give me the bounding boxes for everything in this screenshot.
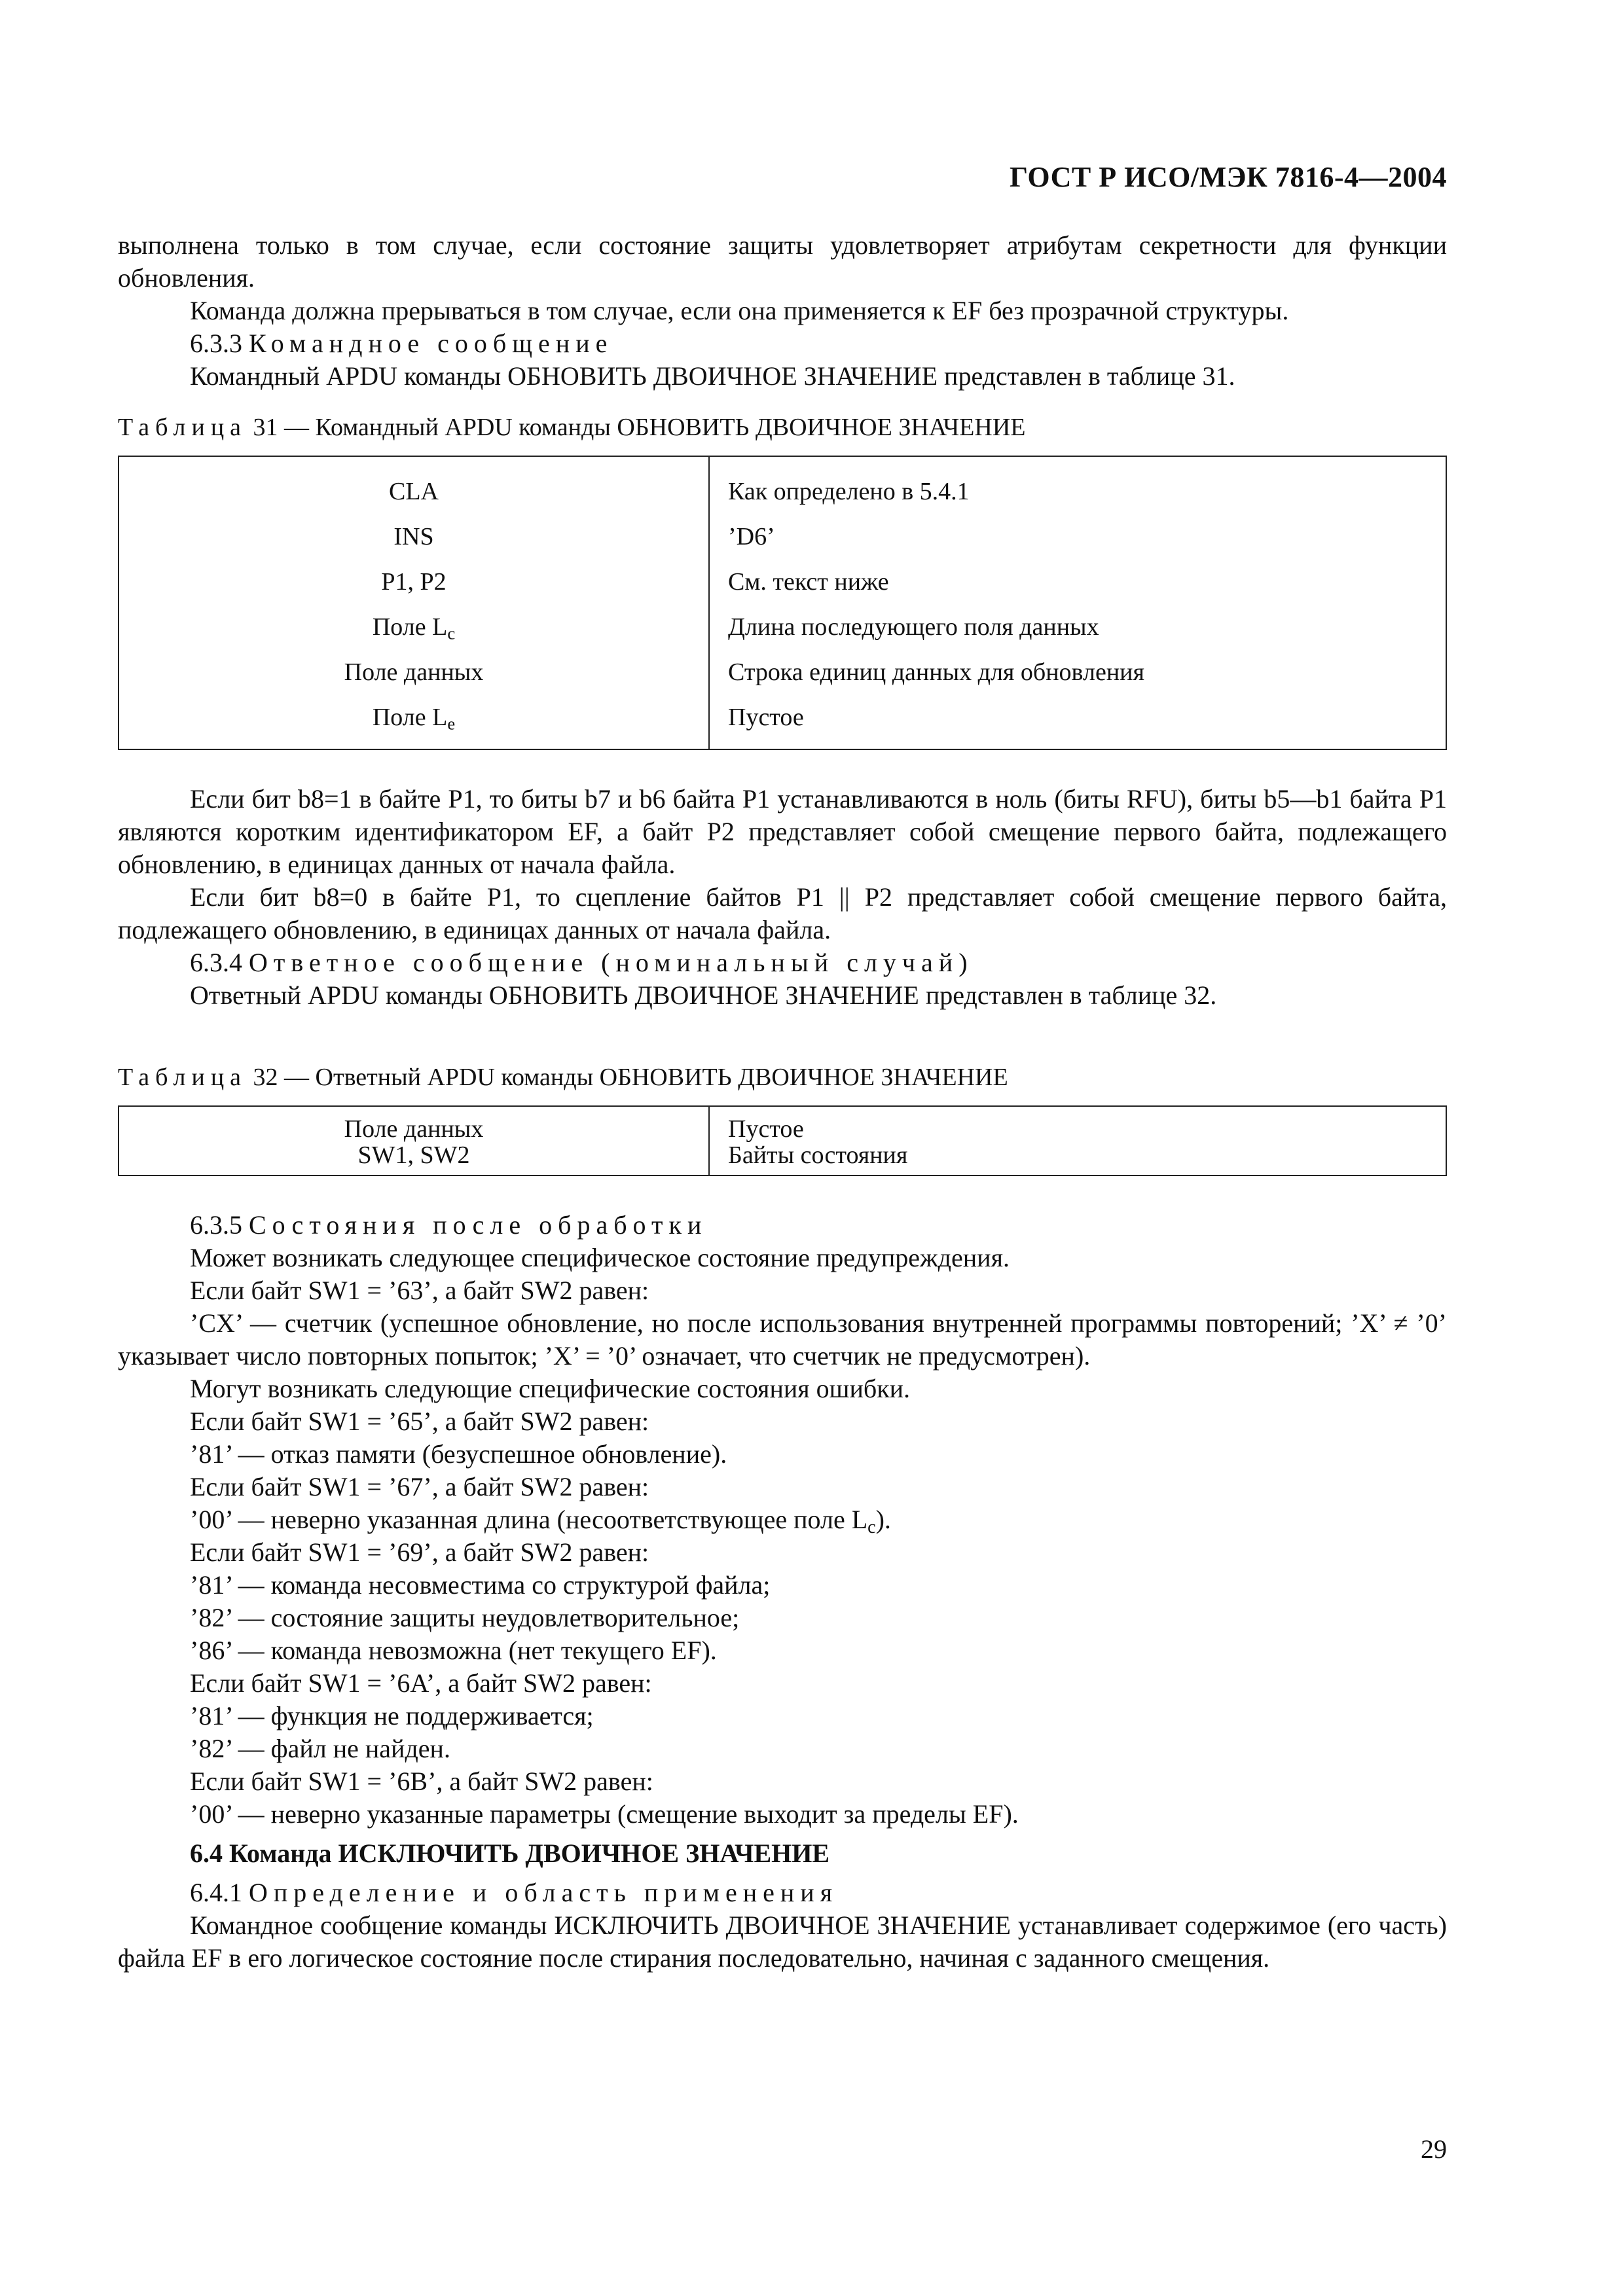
table-31	[118, 456, 1447, 750]
paragraph: выполнена только в том случае, если состояние защиты удовлетворяет атрибутам секретности для функции обновления.	[118, 230, 1447, 293]
table-cell-value: Длина последующего поля данных	[728, 613, 1099, 641]
table-32-caption: Таблица 32 — Ответный APDU команды ОБНОВИТЬ ДВОИЧНОЕ ЗНАЧЕНИЕ	[118, 1064, 1008, 1091]
table-cell-field: Поле $L_c$	[119, 604, 709, 649]
status-line: Если байт SW1 = ’6B’, а байт SW2 равен:	[190, 1767, 653, 1796]
table-row	[119, 604, 1446, 649]
table-cell-field: CLA	[119, 456, 709, 514]
paragraph: Командный APDU команды ОБНОВИТЬ ДВОИЧНОЕ ЗНАЧЕНИЕ представлен в таблице 31.	[190, 361, 1235, 391]
table-cell-field: Поле $L_e$	[119, 694, 709, 749]
status-line: Если байт SW1 = ’65’, а байт SW2 равен:	[190, 1407, 649, 1436]
table-cell-field: INS	[119, 514, 709, 559]
status-list	[118, 1405, 1447, 1831]
section-heading-6-4: 6.4 Команда ИСКЛЮЧИТЬ ДВОИЧНОЕ ЗНАЧЕНИЕ	[190, 1839, 830, 1868]
status-line: Если байт SW1 = ’69’, а байт SW2 равен:	[190, 1537, 649, 1567]
status-line: ’81’ — функция не поддерживается;	[190, 1701, 594, 1731]
status-line: ’00’ — неверно указанные параметры (смещение выходит за пределы EF).	[190, 1799, 1019, 1829]
status-line: ’86’ — команда невозможна (нет текущего EF).	[190, 1636, 717, 1665]
table-cell-value: Строка единиц данных для обновления	[728, 658, 1144, 686]
paragraph: Команда должна прерываться в том случае, если она применяется к EF без прозрачной структуры.	[190, 296, 1289, 325]
section-title-6-3-4: 6.3.4 Ответное сообщение (номинальный случай)	[190, 948, 974, 977]
table-row	[119, 1106, 1446, 1175]
paragraph: Если бит b8=0 в байте P1, то сцепление байтов P1 || P2 представляет собой смещение первого байта, подлежащего обновлению, в единицах данных от начала файла.	[118, 882, 1447, 944]
page-content	[118, 229, 1447, 1975]
section-title-6-3-5: 6.3.5 Состояния после обработки	[190, 1210, 708, 1240]
paragraph: Может возникать следующее специфическое состояние предупреждения.	[190, 1243, 1010, 1272]
status-line: ’82’ — состояние защиты неудовлетворительное;	[190, 1603, 740, 1632]
paragraph: Ответный APDU команды ОБНОВИТЬ ДВОИЧНОЕ ЗНАЧЕНИЕ представлен в таблице 32.	[190, 980, 1217, 1010]
paragraph: Если байт SW1 = ’63’, а байт SW2 равен:	[190, 1276, 649, 1305]
document-header: ГОСТ Р ИСО/МЭК 7816-4—2004	[1009, 161, 1447, 193]
table-cell-fields: Поле данных SW1, SW2	[119, 1106, 709, 1175]
section-title-6-4-1: 6.4.1 Определение и область применения	[190, 1878, 839, 1907]
table-cell-value: Как определено в 5.4.1	[728, 477, 970, 505]
paragraph: Если бит b8=1 в байте P1, то биты b7 и b6 байта P1 устанавливаются в ноль (биты RFU), биты b5—b1 байта P1 являются коротким идентификатором EF, а байт P2 представляет собой смещение первого байта, подлежащего обновлению, в единицах данных от начала файла.	[118, 784, 1447, 879]
table-cell-values: Пустое Байты состояния	[728, 1115, 908, 1169]
status-line: Если байт SW1 = ’6A’, а байт SW2 равен:	[190, 1668, 652, 1698]
table-32	[118, 1105, 1447, 1176]
paragraph: Командное сообщение команды ИСКЛЮЧИТЬ ДВОИЧНОЕ ЗНАЧЕНИЕ устанавливает содержимое (его часть) файла EF в его логическое состояние после стирания последовательно, начиная с заданного смещения.	[118, 1910, 1447, 1973]
table-row	[119, 694, 1446, 749]
table-cell-field: Поле данных	[119, 649, 709, 694]
section-title-6-3-3: 6.3.3 Командное сообщение	[190, 329, 613, 358]
table-cell-value: См. текст ниже	[728, 567, 889, 596]
paragraph: Могут возникать следующие специфические состояния ошибки.	[190, 1374, 911, 1403]
status-line: ’00’ — неверно указанная длина (несоответствующее поле $L_c$).	[190, 1505, 891, 1537]
status-line: ’82’ — файл не найден.	[190, 1734, 450, 1763]
document-page	[118, 0, 1447, 2296]
table-cell-value: ’D6’	[728, 522, 775, 550]
table-row	[119, 514, 1446, 559]
table-31-caption: Таблица 31 — Командный APDU команды ОБНОВИТЬ ДВОИЧНОЕ ЗНАЧЕНИЕ	[118, 414, 1026, 441]
page-number: 29	[1421, 2134, 1447, 2164]
status-line: ’81’ — команда несовместима со структурой файла;	[190, 1570, 771, 1600]
status-line: Если байт SW1 = ’67’, а байт SW2 равен:	[190, 1472, 649, 1501]
paragraph: ’CX’ — счетчик (успешное обновление, но после использования внутренней программы повторений; ’X’ ≠ ’0’ указывает число повторных попыток; ’X’ = ’0’ означает, что счетчик не предусмотрен).	[118, 1308, 1447, 1371]
table-cell-value: Пустое	[728, 703, 804, 731]
status-line: ’81’ — отказ памяти (безуспешное обновление).	[190, 1439, 727, 1469]
table-row	[119, 456, 1446, 514]
table-row	[119, 649, 1446, 694]
table-row	[119, 559, 1446, 604]
table-cell-field: P1, P2	[119, 559, 709, 604]
